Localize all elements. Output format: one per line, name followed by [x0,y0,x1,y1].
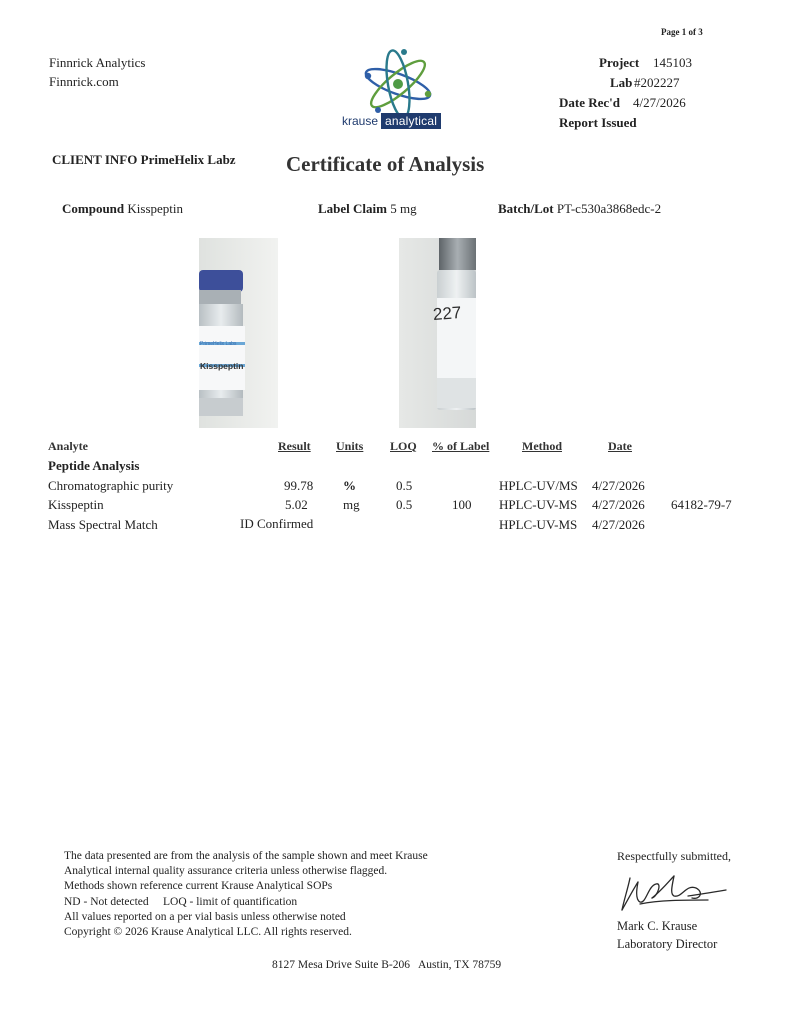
respectfully-submitted: Respectfully submitted, [617,849,731,863]
footer-note-line: ND - Not detected LOQ - limit of quantification [64,895,298,908]
row1-date: 4/27/2026 [592,478,645,493]
signatory-title: Laboratory Director [617,937,718,951]
row2-units: mg [343,497,360,512]
issuer-site[interactable]: Finnrick.com [49,74,119,89]
header-units: Units [336,439,364,453]
footer-note-line: Analytical internal quality assurance criteria unless otherwise flagged. [64,865,388,878]
row2-date: 4/27/2026 [592,497,645,512]
date-received-label: Date Rec'd [559,95,621,110]
issuer-name: Finnrick Analytics [49,55,146,70]
row2-loq: 0.5 [396,497,413,512]
logo-word-analytical: analytical [381,113,441,129]
footer-note-line: The data presented are from the analysis of the sample shown and meet Krause [64,850,428,862]
document-title: Certificate of Analysis [286,152,485,176]
vial-lab-number: 227 [432,303,462,324]
header-date: Date [608,439,632,453]
lab-label: Lab [610,75,633,90]
project-value: 145103 [653,55,692,70]
row1-loq: 0.5 [396,478,413,493]
vial-photo-back [399,238,476,428]
batch-lot-label: Batch/Lot [498,201,554,216]
signatory-name: Mark C. Krause [617,919,698,933]
lab-value: #202227 [634,75,680,90]
vial-back-image [399,238,476,428]
row1-method: HPLC-UV/MS [499,478,578,493]
row1-result: 99.78 [284,478,314,493]
footer-notes [64,849,428,940]
row3-method: HPLC-UV-MS [499,517,578,532]
logo-word-krause: krause [342,114,379,128]
vial-brand-label: PrimeHelix Labs [200,341,237,347]
header-result: Result [278,439,311,453]
vial-photo-front [199,238,278,428]
row3-analyte: Mass Spectral Match [48,517,158,532]
lab-address: 8127 Mesa Drive Suite B-206 Austin, TX 78759 [272,959,502,971]
client-info [52,152,236,168]
project-label: Project [599,55,640,70]
client-name: PrimeHelix Labz [140,152,236,167]
footer-note-line: Methods shown reference current Krause Analytical SOPs [64,880,333,893]
row2-method: HPLC-UV-MS [499,497,578,512]
report-issued-label: Report Issued [559,115,637,130]
vial-name-label: Kisspeptin [200,361,244,371]
page-number: Page 1 of 3 [661,27,703,37]
logo-wordmark [342,112,454,130]
label-claim-label: Label Claim [318,201,387,216]
client-label: CLIENT INFO [52,152,138,167]
signature-image [612,866,732,916]
row1-analyte: Chromatographic purity [48,478,174,493]
header-method: Method [522,439,562,453]
row2-cas-number: 64182-79-7 [671,497,732,512]
date-received-value: 4/27/2026 [633,95,686,110]
row3-date: 4/27/2026 [592,517,645,532]
compound-label: Compound [62,201,125,216]
footer-note-line: All values reported on a per vial basis unless otherwise noted [64,910,346,923]
label-claim-field [318,201,417,217]
row2-pct-of-label: 100 [452,497,472,512]
compound-field [62,201,183,217]
row1-units: % [343,478,356,493]
header-loq: LOQ [390,439,417,453]
section-peptide-analysis: Peptide Analysis [48,458,140,473]
header-analyte: Analyte [48,439,88,453]
footer-note-line: Copyright © 2026 Krause Analytical LLC. All rights reserved. [64,926,352,939]
vial-front-image [199,238,278,428]
batch-lot-value: PT-c530a3868edc-2 [556,201,662,216]
row3-result: ID Confirmed [240,516,314,531]
row2-analyte: Kisspeptin [48,497,104,512]
header-pct-of-label: % of Label [432,439,490,453]
row2-result: 5.02 [285,497,308,512]
label-claim-value: 5 mg [390,201,417,216]
batch-lot-field [498,201,661,217]
compound-value: Kisspeptin [127,201,184,216]
